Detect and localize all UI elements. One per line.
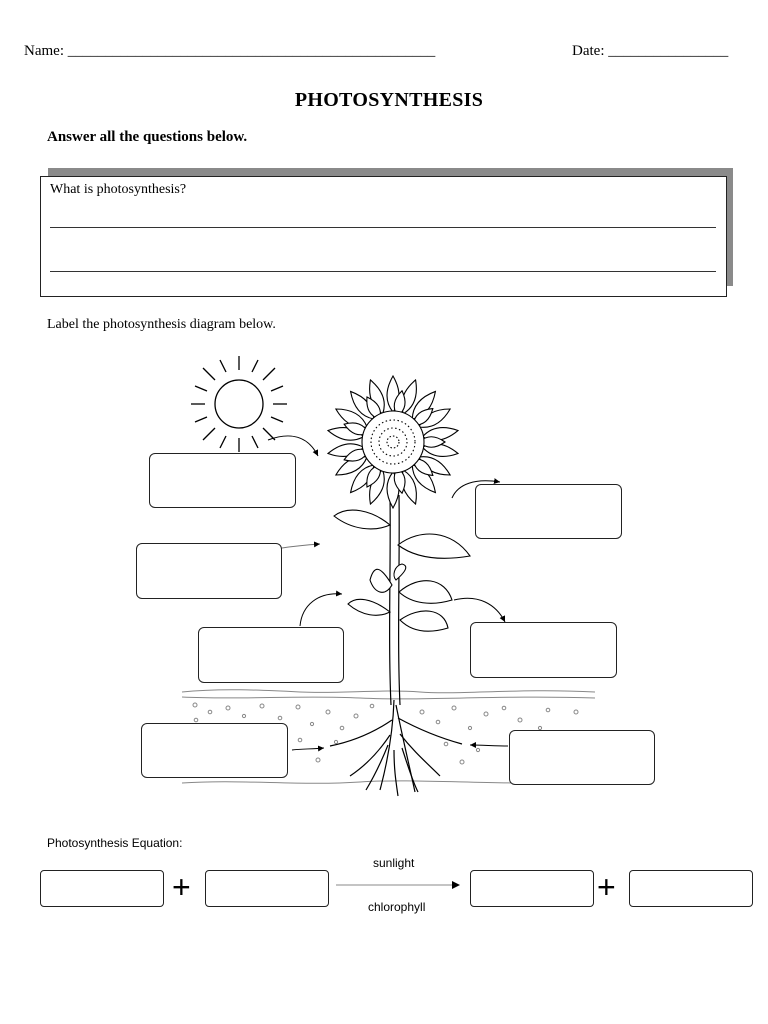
equation-box-product-2[interactable]	[629, 870, 753, 907]
name-blank: _________________________________________________	[67, 43, 436, 59]
page-title: PHOTOSYNTHESIS	[294, 89, 484, 111]
sun-icon	[191, 356, 287, 452]
label-box-soil-left[interactable]	[141, 723, 288, 778]
leaves-icon	[334, 510, 470, 631]
plus-sign-1: +	[172, 869, 191, 905]
sunflower-head-icon	[327, 376, 459, 508]
plus-sign-2: +	[597, 869, 616, 905]
label-box-leaf[interactable]	[198, 627, 344, 683]
equation-box-reactant-1[interactable]	[40, 870, 164, 907]
question-box	[40, 176, 727, 297]
date-blank: ________________	[608, 43, 729, 59]
name-field[interactable]	[24, 43, 435, 60]
diagram-instruction: Label the photosynthesis diagram below.	[47, 317, 276, 332]
reaction-arrow-icon	[334, 878, 464, 892]
label-box-right-leaf[interactable]	[470, 622, 617, 678]
answer-line-2[interactable]	[50, 271, 716, 272]
label-box-flower[interactable]	[475, 484, 622, 539]
instruction-text: Answer all the questions below.	[47, 129, 248, 145]
label-box-sunlight[interactable]	[149, 453, 296, 508]
question-text: What is photosynthesis?	[50, 182, 187, 197]
label-box-roots[interactable]	[509, 730, 655, 785]
date-field[interactable]	[572, 43, 728, 60]
answer-line-1[interactable]	[50, 227, 716, 228]
label-box-left-middle[interactable]	[136, 543, 282, 599]
equation-box-reactant-2[interactable]	[205, 870, 329, 907]
name-label: Name:	[24, 43, 64, 59]
date-label: Date:	[572, 43, 605, 59]
arrow-label-sunlight: sunlight	[373, 856, 415, 870]
stem-icon	[390, 495, 400, 705]
equation-label: Photosynthesis Equation:	[47, 836, 183, 850]
arrow-label-chlorophyll: chlorophyll	[368, 900, 426, 914]
equation-box-product-1[interactable]	[470, 870, 594, 907]
